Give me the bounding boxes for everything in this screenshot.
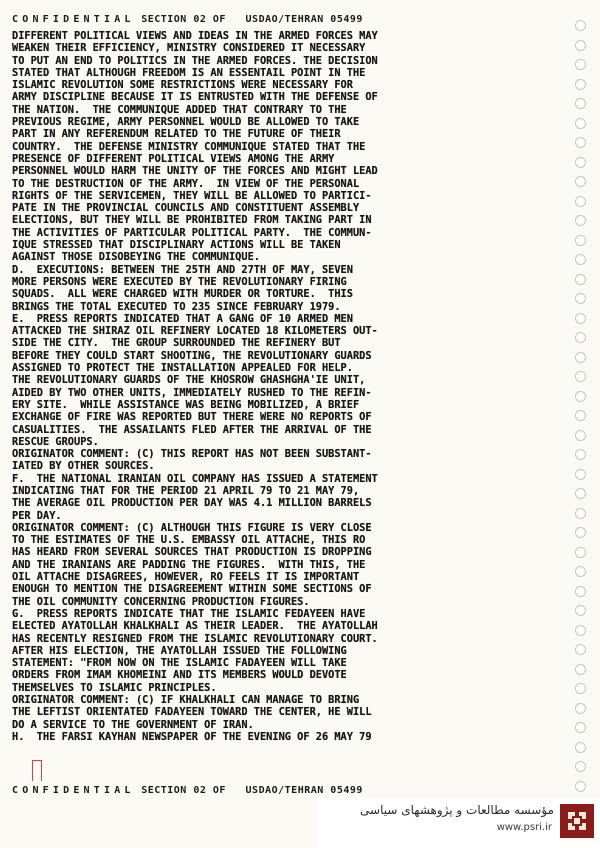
classification-footer (12, 785, 482, 796)
punch-hole (575, 586, 586, 597)
punch-hole (575, 391, 586, 402)
punch-hole (575, 176, 586, 187)
body-line: THE OIL COMMUNITY CONCERNING PRODUCTION FIGURES. (12, 595, 310, 608)
body-line: ASSIGNED TO PROTECT THE INSTALLATION APPEALED FOR HELP. (12, 362, 353, 375)
body-line: PATE IN THE PROVINCIAL COUNCILS AND CONSTITUENT ASSEMBLY (12, 202, 360, 215)
punch-hole (575, 157, 586, 168)
body-line: ARMY DISCIPLINE BECAUSE IT IS ENTRUSTED WITH THE DEFENSE OF (12, 91, 378, 104)
body-line: HAS HEARD FROM SEVERAL SOURCES THAT PRODUCTION IS DROPPING (12, 546, 372, 559)
header-section: SECTION 02 OF (141, 14, 226, 25)
punch-hole (575, 137, 586, 148)
punch-hole (575, 508, 586, 519)
body-line: RESCUE GROUPS. (12, 435, 99, 448)
body-line: TO THE ESTIMATES OF THE U.S. EMBASSY OIL ATTACHE, THIS RO (12, 534, 366, 547)
punch-hole (575, 625, 586, 636)
body-line: TO PUT AN END TO POLITICS IN THE ARMED FORCES. THE DECISION (12, 54, 378, 67)
body-line: PER DAY. (12, 509, 62, 522)
body-line: ELECTED AYATOLLAH KHALKHALI AS THEIR LEADER. THE AYATOLLAH (12, 620, 378, 633)
body-line: CASUALITIES. THE ASSAILANTS FLED AFTER THE ARRIVAL OF THE (12, 423, 372, 436)
punch-hole (575, 781, 586, 792)
body-line: THE NATION. THE COMMUNIQUE ADDED THAT CONTRARY TO THE (12, 103, 347, 116)
punch-hole (575, 644, 586, 655)
punch-hole (575, 98, 586, 109)
body-line: PRESENCE OF DIFFERENT POLITICAL VIEWS AMONG THE ARMY (12, 152, 335, 165)
punch-hole (575, 761, 586, 772)
institute-logo-icon (560, 804, 594, 838)
body-line: ATTACKED THE SHIRAZ OIL REFINERY LOCATED 18 KILOMETERS OUT- (12, 325, 378, 338)
body-line: AFTER HIS ELECTION, THE AYATOLLAH ISSUED THE FOLLOWING (12, 644, 347, 657)
punch-hole (575, 254, 586, 265)
body-line: THE REVOLUTIONARY GUARDS OF THE KHOSROW GHASHGHA'IE UNIT, (12, 374, 366, 387)
punch-hole (575, 235, 586, 246)
body-line: DO A SERVICE TO THE GOVERNMENT OF IRAN. (12, 718, 254, 731)
body-line: AND THE IRANIANS ARE PADDING THE FIGURES. WITH THIS, THE (12, 558, 366, 571)
body-line: TO THE DESTRUCTION OF THE ARMY. IN VIEW OF THE PERSONAL (12, 177, 360, 190)
punch-hole (575, 742, 586, 753)
punch-hole (575, 605, 586, 616)
classification-header (12, 14, 482, 25)
body-line: ENOUGH TO MENTION THE DISAGREEMENT WITHIN SOME SECTIONS OF (12, 583, 372, 596)
footer-classification: CONFIDENTIAL (12, 785, 135, 796)
header-classification: CONFIDENTIAL (12, 14, 135, 25)
body-line: H. THE FARSI KAYHAN NEWSPAPER OF THE EVENING OF 26 MAY 79 (12, 730, 372, 743)
punch-hole (575, 703, 586, 714)
punch-hole (575, 410, 586, 421)
punch-hole (575, 79, 586, 90)
body-line: INDICATING THAT FOR THE PERIOD 21 APRIL 79 TO 21 MAY 79, (12, 484, 360, 497)
punch-hole (575, 527, 586, 538)
punch-hole (575, 722, 586, 733)
body-line: OIL ATTACHE DISAGREES, HOWEVER, RO FEELS IT IS IMPORTANT (12, 571, 360, 584)
punch-hole (575, 352, 586, 363)
punch-hole (575, 449, 586, 460)
body-line: STATEMENT: "FROM NOW ON THE ISLAMIC FADAYEEN WILL TAKE (12, 657, 347, 670)
body-line: WEAKEN THEIR EFFICIENCY, MINISTRY CONSIDERED IT NECESSARY (12, 42, 366, 55)
body-line: ORIGINATOR COMMENT: (C) THIS REPORT HAS NOT BEEN SUBSTANT- (12, 448, 372, 461)
punch-hole (575, 215, 586, 226)
punch-hole (575, 566, 586, 577)
body-line: SIDE THE CITY. THE GROUP SURROUNDED THE REFINERY BUT (12, 337, 341, 350)
body-line: STATED THAT ALTHOUGH FREEDOM IS AN ESSENTAIL POINT IN THE (12, 66, 366, 79)
body-line: PERSONNEL WOULD HARM THE UNITY OF THE FORCES AND MIGHT LEAD (12, 165, 378, 178)
body-line: DIFFERENT POLITICAL VIEWS AND IDEAS IN THE ARMED FORCES MAY (12, 30, 378, 42)
body-line: HAS RECENTLY RESIGNED FROM THE ISLAMIC REVOLUTIONARY COURT. (12, 632, 378, 645)
institute-logo-glyph (560, 804, 594, 838)
body-line: BEFORE THEY COULD START SHOOTING, THE REVOLUTIONARY GUARDS (12, 349, 372, 362)
body-line: COUNTRY. THE DEFENSE MINISTRY COMMUNIQUE STATED THAT THE (12, 140, 366, 153)
punch-hole (575, 371, 586, 382)
punch-hole (575, 430, 586, 441)
body-line: D. EXECUTIONS: BETWEEN THE 25TH AND 27TH OF MAY, SEVEN (12, 263, 353, 276)
cable-body-text (12, 30, 464, 743)
body-line: ISLAMIC REVOLUTION SOME RESTRICTIONS WERE NECESSARY FOR (12, 79, 353, 92)
body-line: EXCHANGE OF FIRE WAS REPORTED BUT THERE WERE NO REPORTS OF (12, 411, 372, 424)
punch-hole (575, 20, 586, 31)
institute-name: مؤسسه مطالعات و پژوهشهای سیاسی (360, 803, 554, 817)
body-line: ORIGINATOR COMMENT: (C) ALTHOUGH THIS FIGURE IS VERY CLOSE (12, 521, 372, 534)
punch-holes (572, 20, 586, 800)
body-line: THE AVERAGE OIL PRODUCTION PER DAY WAS 4.1 MILLION BARRELS (12, 497, 372, 510)
body-line: ERY SITE. WHILE ASSISTANCE WAS BEING MOBILIZED, A BRIEF (12, 398, 360, 411)
punch-hole (575, 547, 586, 558)
body-line: THE ACTIVITIES OF PARTICULAR POLITICAL PARTY. THE COMMUN- (12, 226, 372, 239)
body-line: THEMSELVES TO ISLAMIC PRINCIPLES. (12, 681, 217, 694)
body-line: E. PRESS REPORTS INDICATED THAT A GANG OF 10 ARMED MEN (12, 312, 353, 325)
body-line: AGAINST THOSE DISOBEYING THE COMMUNIQUE. (12, 251, 260, 264)
header-origin: USDAO/TEHRAN 05499 (245, 14, 363, 25)
body-line: RIGHTS OF THE SERVICEMEN, THEY WILL BE ALLOWED TO PARTICI- (12, 189, 372, 202)
punch-hole (575, 196, 586, 207)
punch-hole (575, 118, 586, 129)
punch-hole (575, 469, 586, 480)
body-line: MORE PERSONS WERE EXECUTED BY THE REVOLUTIONARY FIRING (12, 275, 347, 288)
body-line: PART IN ANY REFERENDUM RELATED TO THE FUTURE OF THEIR (12, 128, 341, 141)
body-line: ORIGINATOR COMMENT: (C) IF KHALKHALI CAN MANAGE TO BRING (12, 694, 360, 707)
body-line: F. THE NATIONAL IRANIAN OIL COMPANY HAS ISSUED A STATEMENT (12, 472, 378, 485)
footer-section: SECTION 02 OF (141, 785, 226, 796)
punch-hole (575, 59, 586, 70)
punch-hole (575, 332, 586, 343)
punch-hole (575, 683, 586, 694)
punch-hole (575, 40, 586, 51)
body-line: THE LEFTIST ORIENTATED FADAYEEN TOWARD THE CENTER, HE WILL (12, 706, 372, 719)
punch-hole (575, 293, 586, 304)
body-line: IATED BY OTHER SOURCES. (12, 460, 155, 473)
body-line: G. PRESS REPORTS INDICATE THAT THE ISLAMIC FEDAYEEN HAVE (12, 607, 366, 620)
body-line: SQUADS. ALL WERE CHARGED WITH MURDER OR TORTURE. THIS (12, 288, 353, 301)
institute-url: www.psri.ir (496, 822, 552, 833)
punch-hole (575, 488, 586, 499)
body-line: ELECTIONS, BUT THEY WILL BE PROHIBITED FROM TAKING PART IN (12, 214, 372, 227)
red-margin-mark (32, 760, 42, 781)
punch-hole (575, 664, 586, 675)
body-line: BRINGS THE TOTAL EXECUTED TO 235 SINCE FEBRUARY 1979. (12, 300, 341, 313)
body-line: ORDERS FROM IMAM KHOMEINI AND ITS MEMBERS WOULD DEVOTE (12, 669, 347, 682)
body-line: IQUE STRESSED THAT DISCIPLINARY ACTIONS WILL BE TAKEN (12, 239, 341, 252)
footer-origin: USDAO/TEHRAN 05499 (245, 785, 363, 796)
institute-watermark (318, 798, 600, 848)
punch-hole (575, 313, 586, 324)
punch-hole (575, 274, 586, 285)
body-line: PREVIOUS REGIME, ARMY PERSONNEL WOULD BE ALLOWED TO TAKE (12, 116, 360, 129)
body-line: AIDED BY TWO OTHER UNITS, IMMEDIATELY RUSHED TO THE REFIN- (12, 386, 372, 399)
